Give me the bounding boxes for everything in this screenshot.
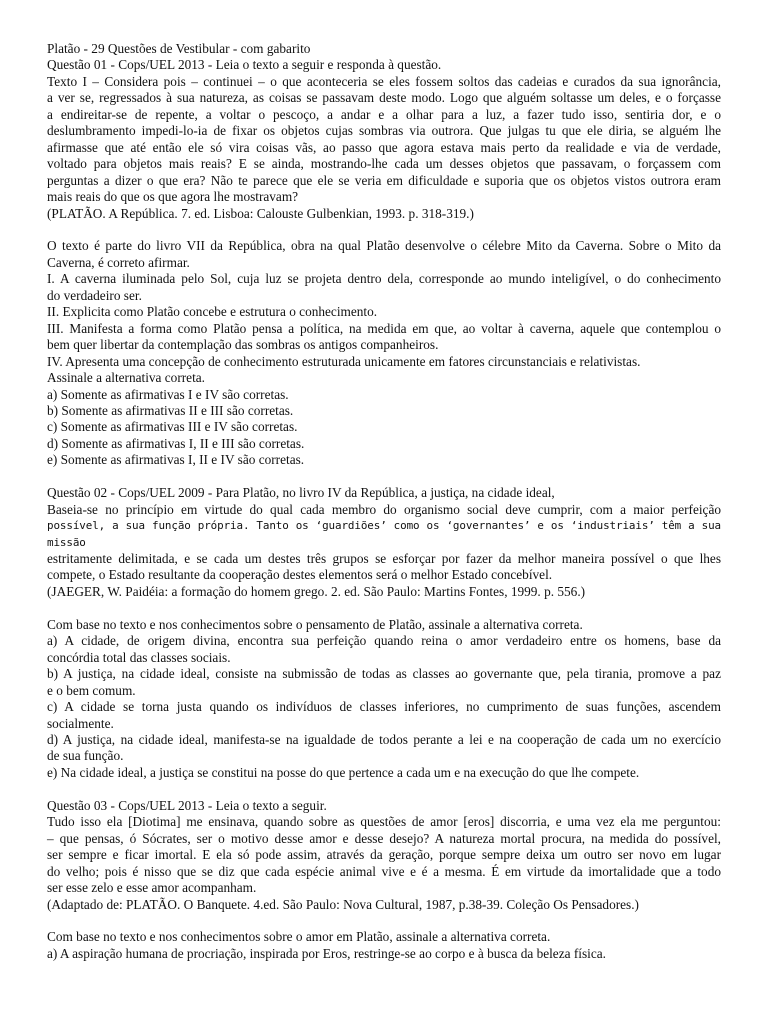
q2-citation: (JAEGER, W. Paidéia: a formação do homem grego. 2. ed. São Paulo: Martins Fontes, 1999. p. 556.): [47, 583, 586, 599]
q2-option-d: d) A justiça, na cidade ideal, manifesta-se na igualdade de todos perante a lei e na cooperação de cada um no exercício: [47, 731, 721, 747]
q1-text-line: Texto I – Considera pois – continuei – o que aconteceria se eles fossem soltos das cadeias e curados da sua ignorância,: [47, 73, 721, 89]
q1-option-c: c) Somente as afirmativas III e IV são corretas.: [47, 419, 298, 435]
q1-stem-line: O texto é parte do livro VII da República, obra na qual Platão desenvolve o célebre Mito da Caverna. Sobre o Mito da: [47, 238, 721, 254]
q2-text-line-mono: possível, a sua função própria. Tanto os ‘guardiões’ como os ‘governantes’ e os ‘industriais’ têm a sua missão: [47, 519, 721, 549]
q2-option-c-cont: socialmente.: [47, 715, 114, 731]
q1-text-line: a endireitar-se de repente, a voltar o pescoço, a andar e a olhar para a luz, a fazer tudo isso, sentiria dor, e o: [47, 106, 721, 122]
q1-statement-line: II. Explicita como Platão concebe e estrutura o conhecimento.: [47, 304, 378, 320]
q2-header: Questão 02 - Cops/UEL 2009 - Para Platão, no livro IV da República, a justiça, na cidade ideal,: [47, 485, 555, 501]
q1-option-a: a) Somente as afirmativas I e IV são corretas.: [47, 386, 289, 402]
q1-stem-line: Caverna, é correto afirmar.: [47, 254, 190, 270]
q3-text-line: ser esse zelo e esse amor acompanham.: [47, 880, 257, 896]
q1-statement-line: I. A caverna iluminada pelo Sol, cuja luz se projeta dentro dela, corresponde ao mundo inteligível, o do conhecimento: [47, 271, 721, 287]
q3-text-line: – que pensas, ó Sócrates, ser o motivo desse amor e desse desejo? A natureza mortal procura, na medida do possível,: [47, 830, 721, 846]
q3-option-a: a) A aspiração humana de procriação, inspirada por Eros, restringe-se ao corpo e à busca da beleza física.: [47, 945, 606, 961]
q3-text-line: do velho; pois é nisso que se diz que cada espécie animal vive e é a mesma. É em virtude da imortalidade que a todo: [47, 863, 721, 879]
q1-text-line: afirmasse que até então ele só vira coisas vãs, ao passo que agora estava mais perto da realidade e via de verdade,: [47, 139, 721, 155]
q1-citation: (PLATÃO. A República. 7. ed. Lisboa: Calouste Gulbenkian, 1993. p. 318-319.): [47, 205, 474, 221]
q2-option-e: e) Na cidade ideal, a justiça se constitui na posse do que pertence a cada um e na execução do que lhe compete.: [47, 764, 640, 780]
q2-stem: Com base no texto e nos conhecimentos sobre o pensamento de Platão, assinale a alternativa correta.: [47, 616, 583, 632]
q2-text-line: estritamente delimitada, e se cada um destes três grupos se esforçar por fazer da melhor maneira possível o que lhes: [47, 551, 721, 567]
q3-text-line: ser sempre e ficar imortal. E ela só pode assim, através da geração, porque sempre deixa um outro ser novo em lugar: [47, 847, 721, 863]
q1-text-line: voltado para objetos mais reais? E se ainda, mostrando-lhe cada um desses objetos que passavam, o forçassem com: [47, 156, 721, 172]
q1-text-line: perguntas a dizer o que era? Não te parece que ele se veria em dificuldade e suporia que os objetos vistos outrora eram: [47, 172, 721, 188]
q2-option-d-cont: de sua função.: [47, 748, 124, 764]
q2-option-b: b) A justiça, na cidade ideal, consiste na submissão de todas as classes ao governante que, pela tirania, promove a paz: [47, 666, 721, 682]
q3-header: Questão 03 - Cops/UEL 2013 - Leia o texto a seguir.: [47, 797, 327, 813]
q2-text-line: Baseia-se no princípio em virtude do qual cada membro do organismo social deve cumprir, com a maior perfeição: [47, 501, 721, 517]
q1-statement-line: do verdadeiro ser.: [47, 287, 142, 303]
q1-text-line: deslumbramento impedi-lo-ia de fixar os objetos cujas sombras via outrora. Que julgas tu que ele diria, se alguém lhe: [47, 123, 721, 139]
q1-option-e: e) Somente as afirmativas I, II e IV são corretas.: [47, 452, 305, 468]
document-title: Platão - 29 Questões de Vestibular - com gabarito: [47, 41, 311, 56]
q1-statement-line: bem quer libertar da contemplação das sombras os antigos companheiros.: [47, 337, 439, 353]
q2-option-b-cont: e o bem comum.: [47, 682, 136, 698]
q1-statement-line: III. Manifesta a forma como Platão pensa a política, na medida em que, ao voltar à caverna, aquele que contemplou o: [47, 320, 721, 336]
q1-header: Questão 01 - Cops/UEL 2013 - Leia o texto a seguir e responda à questão.: [47, 57, 442, 73]
q2-option-a-cont: concórdia total das classes sociais.: [47, 649, 231, 665]
q1-option-b: b) Somente as afirmativas II e III são corretas.: [47, 402, 294, 418]
q3-stem: Com base no texto e nos conhecimentos sobre o amor em Platão, assinale a alternativa correta.: [47, 929, 551, 945]
q2-option-a: a) A cidade, de origem divina, encontra sua perfeição quando reina o amor verdadeiro entre os homens, base da: [47, 633, 721, 649]
q3-text-line: Tudo isso ela [Diotima] me ensinava, quando sobre as questões de amor [eros] discorria, e uma vez ela me perguntou:: [47, 814, 721, 830]
q2-option-c: c) A cidade se torna justa quando os indivíduos de classes inferiores, no cumprimento de suas funções, ascendem: [47, 699, 721, 715]
q1-instruction: Assinale a alternativa correta.: [47, 370, 206, 386]
document-page: [47, 41, 721, 962]
q1-statement-line: IV. Apresenta uma concepção de conhecimento estruturada unicamente em fatores circunstanciais e relativistas.: [47, 353, 641, 369]
q3-citation: (Adaptado de: PLATÃO. O Banquete. 4.ed. São Paulo: Nova Cultural, 1987, p.38-39. Coleção Os Pensadores.): [47, 896, 639, 912]
q1-text-line: mais reais do que os que agora lhe mostravam?: [47, 189, 299, 205]
q1-text-line: a ver se, regressados à sua natureza, as coisas se passavam deste modo. Logo que alguém soltasse um deles, e o forçasse: [47, 90, 721, 106]
q1-option-d: d) Somente as afirmativas I, II e III são corretas.: [47, 435, 305, 451]
q2-text-line: compete, o Estado resultante da cooperação destes elementos será o melhor Estado concebível.: [47, 567, 553, 583]
